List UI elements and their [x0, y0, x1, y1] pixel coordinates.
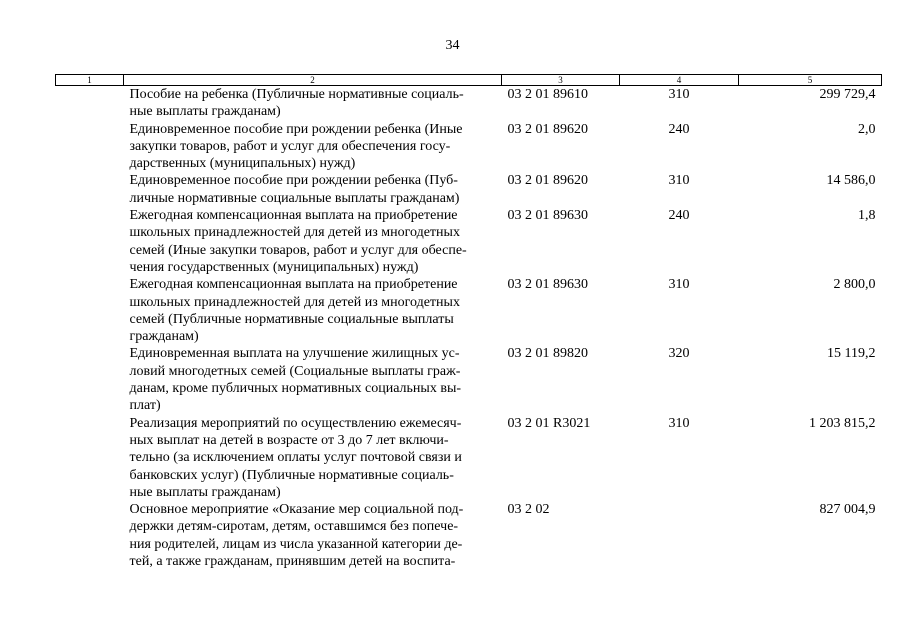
row-number-cell	[56, 276, 124, 345]
header-col-1: 1	[56, 75, 124, 86]
row-name-line: закупки товаров, работ и услуг для обеспечения госу-	[129, 138, 451, 154]
page-number: 34	[445, 38, 460, 53]
row-name-line: школьных принадлежностей для детей из многодетных	[129, 294, 460, 310]
row-name-line: Единовременное пособие при рождении ребенка (Иные	[129, 121, 463, 137]
row-type-cell: 310	[668, 415, 690, 431]
table-row	[56, 172, 882, 207]
row-number-cell	[56, 121, 124, 173]
header-col-2: 2	[124, 75, 502, 86]
row-amount-cell: 2 800,0	[833, 277, 876, 293]
row-name-line: держки детям-сиротам, детям, оставшимся без попече-	[129, 519, 459, 535]
row-name-line: Единовременная выплата на улучшение жилищных ус-	[129, 346, 460, 362]
row-amount-cell: 1 203 815,2	[809, 415, 876, 431]
row-amount-cell: 15 119,2	[827, 346, 876, 362]
header-row	[56, 75, 882, 86]
row-name-line: школьных принадлежностей для детей из многодетных	[129, 225, 460, 241]
table-row	[56, 345, 882, 414]
table-row	[56, 501, 882, 570]
table-row	[56, 415, 882, 501]
row-amount-cell: 1,8	[858, 208, 876, 224]
row-name-line: семей (Иные закупки товаров, работ и услуг для обеспе-	[129, 242, 467, 258]
row-code-cell: 03 2 01 89630	[507, 277, 588, 293]
row-name-cell	[124, 276, 502, 345]
row-code-cell: 03 2 01 R3021	[507, 415, 591, 431]
row-name-line: ных выплат на детей в возрасте от 3 до 7 лет включи-	[129, 432, 449, 448]
row-name-line: семей (Публичные нормативные социальные выплаты	[129, 311, 454, 327]
row-name-line: ные выплаты гражданам)	[129, 104, 281, 120]
row-amount-cell: 299 729,4	[819, 87, 876, 102]
row-name-cell	[124, 501, 502, 570]
row-code-cell: 03 2 01 89630	[507, 208, 588, 224]
row-type-cell: 310	[668, 277, 690, 293]
row-name-line: Реализация мероприятий по осуществлению ежемесяч-	[129, 415, 462, 431]
table-body	[56, 86, 882, 571]
row-type-cell: 240	[668, 208, 690, 224]
budget-table	[55, 74, 882, 570]
table-row	[56, 207, 882, 276]
row-name-cell	[124, 121, 502, 173]
row-code-cell: 03 2 01 89620	[507, 173, 588, 189]
header-col-3: 3	[502, 75, 620, 86]
row-name-line: плат)	[129, 398, 161, 414]
header-col-5: 5	[739, 75, 882, 86]
table-header	[56, 75, 882, 86]
row-number-cell	[56, 415, 124, 501]
row-number-cell	[56, 207, 124, 276]
row-name-cell	[124, 415, 502, 501]
row-name-line: Пособие на ребенка (Публичные нормативные социаль-	[129, 87, 464, 102]
row-name-line: Единовременное пособие при рождении ребенка (Пуб-	[129, 173, 458, 189]
row-name-line: ловий многодетных семей (Социальные выплаты граж-	[129, 363, 461, 379]
row-code-cell: 03 2 02	[507, 502, 550, 518]
row-amount-cell: 14 586,0	[826, 173, 876, 189]
row-name-cell	[124, 86, 502, 121]
row-code-cell: 03 2 01 89820	[507, 346, 588, 362]
row-number-cell	[56, 501, 124, 570]
row-name-line: дарственных (муниципальных) нужд)	[129, 156, 356, 172]
row-type-cell: 320	[668, 346, 690, 362]
row-code-cell: 03 2 01 89610	[507, 87, 588, 102]
row-name-line: ные выплаты гражданам)	[129, 484, 281, 500]
row-name-cell	[124, 207, 502, 276]
row-type-cell: 310	[668, 87, 690, 102]
row-name-cell	[124, 345, 502, 414]
row-name-line: тей, а также гражданам, принявшим детей на воспита-	[129, 554, 456, 570]
table-row	[56, 86, 882, 121]
row-name-line: чения государственных (муниципальных) нужд)	[129, 259, 419, 275]
table-row	[56, 121, 882, 173]
row-type-cell: 240	[668, 121, 690, 137]
table-row	[56, 276, 882, 345]
row-number-cell	[56, 172, 124, 207]
row-amount-cell: 827 004,9	[819, 502, 876, 518]
row-name-line: банковских услуг) (Публичные нормативные социаль-	[129, 467, 454, 483]
row-type-cell	[620, 501, 739, 570]
row-name-line: личные нормативные социальные выплаты гражданам)	[129, 190, 460, 206]
row-number-cell	[56, 86, 124, 121]
header-col-4: 4	[620, 75, 739, 86]
row-name-line: гражданам)	[129, 329, 199, 345]
row-amount-cell: 2,0	[858, 121, 876, 137]
row-name-line: ния родителей, лицам из числа указанной категории де-	[129, 536, 463, 552]
row-number-cell	[56, 345, 124, 414]
row-name-line: Основное мероприятие «Оказание мер социальной под-	[129, 502, 464, 518]
row-name-line: Ежегодная компенсационная выплата на приобретение	[129, 277, 458, 293]
row-name-line: Ежегодная компенсационная выплата на приобретение	[129, 208, 458, 224]
row-name-line: данам, кроме публичных нормативных социальных вы-	[129, 381, 462, 397]
row-name-line: тельно (за исключением оплаты услуг почтовой связи и	[129, 450, 462, 466]
row-type-cell: 310	[668, 173, 690, 189]
row-code-cell: 03 2 01 89620	[507, 121, 588, 137]
row-name-cell	[124, 172, 502, 207]
